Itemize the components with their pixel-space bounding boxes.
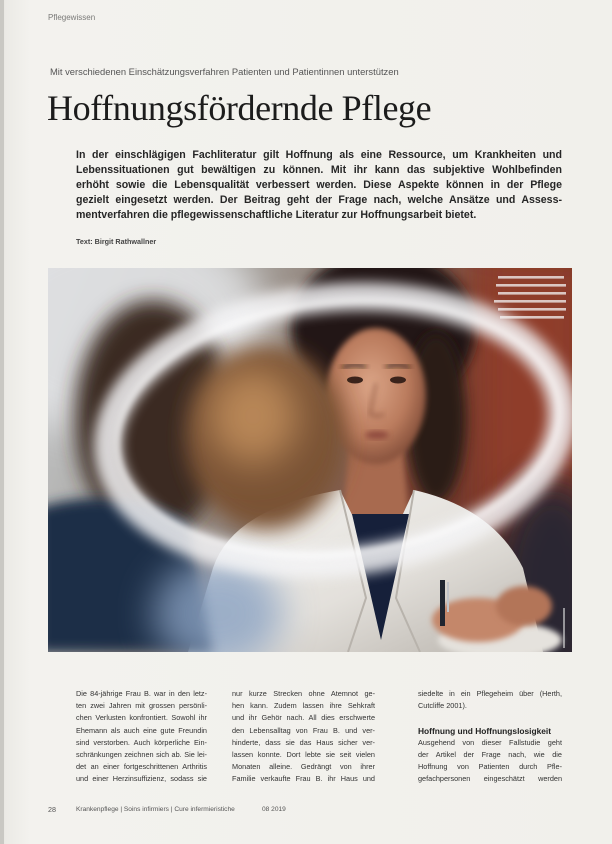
body-line: Cutcliffe 2001). bbox=[418, 701, 467, 711]
lead-line: In der einschlägigen Fachliteratur gilt Hoffnung als eine Ressource, um Krankheiten und bbox=[76, 149, 562, 161]
pen-in-pocket bbox=[440, 580, 445, 626]
section-subheading: Hoffnung und Hoffnungslosigkeit bbox=[418, 725, 552, 736]
page-number: 28 bbox=[48, 805, 56, 814]
body-line: und ihr Gehör nach. All dies erschwerte bbox=[232, 713, 375, 723]
body-line: nur kurze Strecken ohne Atemnot ge- bbox=[232, 689, 375, 698]
body-line: schränkungen zeichnen sich ab. Sie lei- bbox=[76, 749, 207, 759]
nurse-hand-right bbox=[496, 586, 552, 626]
body-line: und einer Herzinsuffizienz, sodass sie bbox=[76, 774, 207, 784]
body-line: sind verstorben. Auch körperliche Ein- bbox=[76, 737, 207, 747]
photo-caption-line bbox=[496, 284, 566, 287]
body-line: Familie verkaufte Frau B. ihr Haus und bbox=[232, 774, 375, 784]
article-title: Hoffnungsfördernde Pflege bbox=[47, 88, 432, 128]
article-kicker: Mit verschiedenen Einschätzungsverfahren Patienten und Patientinnen unterstützen bbox=[50, 66, 399, 77]
body-line: gefachpersonen eingeschätzt werden bbox=[418, 774, 562, 784]
photo-caption-line bbox=[500, 316, 564, 319]
body-line: siedelte in ein Pflegeheim über (Herth, bbox=[418, 689, 562, 698]
body-line: ten zwei Jahren mit grossen persönli- bbox=[76, 701, 207, 711]
patient-hair-highlight bbox=[208, 368, 298, 464]
lead-line: Lebenssituationen gut bewältigen zu können. Mit ihr kann das subjektive Wohlbefinden bbox=[76, 164, 562, 176]
pen-clip bbox=[447, 582, 449, 612]
body-line: Ausgehend von dieser Fallstudie geht bbox=[418, 737, 562, 747]
body-line: Monaten alleine. Gedrängt von ihrer bbox=[232, 762, 375, 772]
photo-caption-line bbox=[498, 292, 566, 295]
nurse-eye-right bbox=[390, 377, 406, 384]
article-lead bbox=[76, 148, 562, 223]
photo-caption-line bbox=[494, 300, 566, 303]
lead-line: mentverfahren die pflegewissenschaftliche Literatur zur Hoffnungsarbeit bietet. bbox=[76, 209, 477, 221]
journal-name: Krankenpflege | Soins infirmiers | Cure infermieristiche bbox=[76, 806, 235, 813]
issue-number: 08 2019 bbox=[262, 806, 286, 813]
body-line: chen Verlusten konfrontiert. Sowohl ihr bbox=[76, 713, 207, 723]
photo-caption-line bbox=[498, 276, 564, 279]
nurse-eye-left bbox=[347, 377, 363, 384]
paragraph-gap bbox=[418, 712, 562, 724]
article-author: Text: Birgit Rathwallner bbox=[76, 237, 157, 246]
body-column-3 bbox=[418, 688, 562, 786]
body-line: den Lebensalltag von Frau B. und ver- bbox=[232, 725, 375, 735]
lead-line: gezielt eingesetzt werden. Der Beitrag geht der Frage nach, welche Ansätze und Assess- bbox=[76, 194, 562, 206]
body-line: Die 84-jährige Frau B. war in den letz- bbox=[76, 689, 207, 698]
article-photo bbox=[48, 268, 572, 652]
photo-caption-line bbox=[498, 308, 566, 311]
body-line: Ehemann als auch eine gute Freundin bbox=[76, 725, 207, 735]
body-column-1 bbox=[76, 688, 207, 786]
body-line: Hoffnung von Patienten durch Pfle- bbox=[418, 762, 562, 772]
lead-line: erhöht sowie die Lebensqualität verbessert werden. Diese Aspekte können in der Pflege bbox=[76, 179, 562, 191]
body-line: hinderte, dass sie das Haus sicher ver- bbox=[232, 737, 375, 747]
body-line: der Artikel der Frage nach, wie die bbox=[418, 749, 562, 759]
photo-credit bbox=[563, 608, 565, 648]
section-label: Pflegewissen bbox=[48, 13, 96, 22]
body-line: lassen konnte. Dort lebte sie seit vielen bbox=[232, 749, 375, 759]
nurse-mouth bbox=[365, 431, 389, 439]
body-column-2 bbox=[232, 688, 375, 786]
body-line: det an einer fortgeschrittenen Arthritis bbox=[76, 762, 207, 772]
scan-edge-shadow bbox=[0, 0, 4, 844]
body-line: hen kann. Zudem lassen ihre Sehkraft bbox=[232, 701, 375, 711]
